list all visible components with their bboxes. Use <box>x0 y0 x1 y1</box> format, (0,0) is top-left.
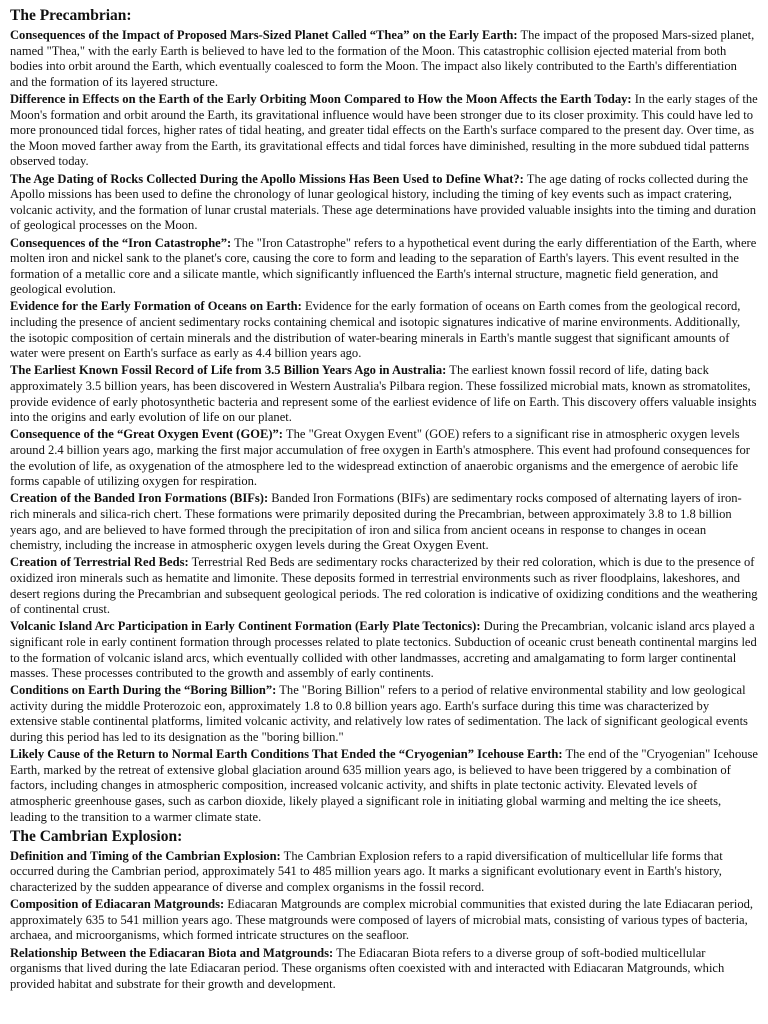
entry-heading: Conditions on Earth During the “Boring Billion”: <box>10 683 277 698</box>
entry-heading: Evidence for the Early Formation of Oceans on Earth: <box>10 299 302 314</box>
entry-apollo-rock-dating <box>10 172 758 234</box>
entry-text: In the early stages of the Moon's formation and orbit around the Earth, its gravitational influence would have been stronger due to its closer proximity. This could have led to more pronounced tidal forces, higher rates of tidal heating, and greater tidal effects on the Earth's surface compared to the present day. Over time, as the Moon moved farther away from the Earth, its gravitational effects and tidal forces have diminished, resulting in the more subdued tidal patterns observed today. <box>10 91 758 169</box>
section-title: The Precambrian: <box>10 7 132 24</box>
entry-banded-iron-formations <box>10 491 758 553</box>
section-cambrian-explosion <box>10 827 758 993</box>
entry-terrestrial-red-beds <box>10 555 758 617</box>
entry-text: The "Iron Catastrophe" refers to a hypothetical event during the early differentiation of the Earth, where molten iron and nickel sank to the planet's core, causing the core to form and leading to the separation of Earth's layers. This event resulted in the formation of a metallic core and a silicate mantle, which significantly influenced the Earth's internal structure, magnetic field generation, and geological evolution. <box>10 235 757 297</box>
entry-text: The impact of the proposed Mars-sized planet, named "Thea," with the early Earth is believed to have led to the formation of the Moon. This catastrophic collision ejected material from both bodies into orbit around the Earth, which eventually coalesced to form the Moon. The impact also likely contributed to the Earth's differentiation and the formation of its layered structure. <box>10 28 755 89</box>
entry-heading: Composition of Ediacaran Matgrounds: <box>10 897 225 912</box>
entry-text: The age dating of rocks collected during the Apollo missions has been used to define the chronology of lunar geological history, including the timing of key events such as impact cratering, volcanic activity, and the formation of lunar crustal materials. These age determinations have provided valuable insights into the timing and duration of geological processes on the Moon. <box>10 171 756 233</box>
entry-cambrian-definition <box>10 849 758 896</box>
entry-cryogenian-end <box>10 747 758 825</box>
entry-ediacaran-matgrounds <box>10 897 758 944</box>
entry-heading: Difference in Effects on the Earth of the Early Orbiting Moon Compared to How the Moon Affects the Earth Today: <box>10 91 632 106</box>
entry-heading: The Age Dating of Rocks Collected During the Apollo Missions Has Been Used to Define What?: <box>10 171 524 186</box>
entry-text: The end of the "Cryogenian" Icehouse Earth, marked by the retreat of extensive global glaciation around 635 million years ago, is believed to have been triggered by a combination of factors, including changes in atmospheric composition, increased volcanic activity, and shifts in plate tectonic activity. Elevated levels of atmospheric greenhouse gases, such as carbon dioxide, likely played a significant role in initiating global warming and melting the ice sheets, leading to the transition to a warmer climate state. <box>10 747 758 824</box>
entry-boring-billion <box>10 683 758 745</box>
entry-heading: The Earliest Known Fossil Record of Life from 3.5 Billion Years Ago in Australia: <box>10 363 447 378</box>
entry-heading: Likely Cause of the Return to Normal Earth Conditions That Ended the “Cryogenian” Icehouse Earth: <box>10 747 563 762</box>
entry-text: The "Great Oxygen Event" (GOE) refers to a significant rise in atmospheric oxygen levels around 2.4 billion years ago, marking the first major accumulation of free oxygen in Earth's atmosphere. This event had profound consequences for the evolution of life, as oxygenation of the atmosphere led to the widespread extinction of anaerobic organisms and the emergence of aerobic life forms capable of utilizing oxygen for respiration. <box>10 427 750 489</box>
entry-heading: Consequence of the “Great Oxygen Event (GOE)”: <box>10 427 283 442</box>
entry-heading: Creation of Terrestrial Red Beds: <box>10 555 189 570</box>
entry-great-oxygen-event <box>10 427 758 489</box>
entry-early-oceans <box>10 299 758 361</box>
section-title: The Cambrian Explosion: <box>10 827 183 845</box>
entry-heading: Creation of the Banded Iron Formations (BIFs): <box>10 491 269 506</box>
entry-text: Banded Iron Formations (BIFs) are sedimentary rocks composed of alternating layers of iron-rich minerals and silica-rich chert. These formations were primarily deposited during the Precambrian, between approximately 3.8 to 1.8 billion years ago, and are believed to have formed through the precipitation of iron and silica from ancient oceans in response to changes in ocean chemistry, including the increase in atmospheric oxygen levels during the Great Oxygen Event. <box>10 491 742 553</box>
entry-text: Ediacaran Matgrounds are complex microbial communities that existed during the late Ediacaran period, approximately 635 to 541 million years ago. These matgrounds were composed of layers of microbial mats, consisting of various types of bacteria, archaea, and microorganisms, which formed intricate structures on the seafloor. <box>10 897 754 943</box>
entry-text: The "Boring Billion" refers to a period of relative environmental stability and low geological activity during the middle Proterozoic eon, approximately 1.8 to 0.8 billion years ago. Earth's surface during this time was characterized by extensive stable continental platforms, limited volcanic activity, and relatively low rates of sedimentation. The lack of significant geological events during this period has led to its designation as the "boring billion." <box>10 683 748 745</box>
entry-heading: Definition and Timing of the Cambrian Explosion: <box>10 848 281 863</box>
entry-earliest-fossil-record <box>10 363 758 425</box>
entry-volcanic-island-arcs <box>10 619 758 681</box>
entry-text: The earliest known fossil record of life, dating back approximately 3.5 billion years, has been discovered in Western Australia's Pilbara region. These fossilized microbial mats, known as stromatolites, provide evidence of early photosynthetic bacteria and represent some of the earliest evidence of life on Earth. This discovery offers valuable insights into the origins and early evolution of life on our planet. <box>10 363 757 425</box>
entry-early-moon-effects <box>10 92 758 170</box>
entry-iron-catastrophe <box>10 236 758 298</box>
entry-thea-impact <box>10 28 758 90</box>
entry-text: Evidence for the early formation of oceans on Earth comes from the geological record, including the presence of ancient sedimentary rocks containing chemical and isotopic signatures indicative of marine environments. Additionally, the isotopic composition of certain minerals and the distribution of water-bearing minerals in Earth's mantle suggest that significant amounts of water were present on Earth's surface as early as 4.4 billion years ago. <box>10 299 741 361</box>
entry-heading: Consequences of the “Iron Catastrophe”: <box>10 235 232 250</box>
entry-ediacaran-biota-matgrounds <box>10 946 758 993</box>
entry-text: The Ediacaran Biota refers to a diverse group of soft-bodied multicellular organisms that lived during the late Ediacaran period. These organisms often coexisted with and interacted with Ediacaran Matgrounds, which provided habitat and substrate for their growth and development. <box>10 945 725 991</box>
entry-text: The Cambrian Explosion refers to a rapid diversification of multicellular life forms that occurred during the Cambrian period, approximately 541 to 485 million years ago. It marks a significant evolutionary event in Earth's history, characterized by the sudden appearance of diverse and complex organisms in the fossil record. <box>10 848 723 894</box>
entry-heading: Volcanic Island Arc Participation in Early Continent Formation (Early Plate Tectonics): <box>10 619 481 634</box>
entry-heading: Relationship Between the Ediacaran Biota and Matgrounds: <box>10 945 334 960</box>
section-precambrian <box>10 6 758 825</box>
entry-heading: Consequences of the Impact of Proposed Mars-Sized Planet Called “Thea” on the Early Earth: <box>10 28 518 42</box>
entry-text: Terrestrial Red Beds are sedimentary rocks characterized by their red coloration, which is due to the presence of oxidized iron minerals such as hematite and limonite. These deposits formed in terrestrial environments such as river floodplains, lakeshores, and desert regions during the Precambrian and subsequent geological periods. The red coloration is indicative of oxidizing conditions and the weathering of continental crust. <box>10 555 758 617</box>
entry-text: During the Precambrian, volcanic island arcs played a significant role in early continent formation through processes related to plate tectonics. Subduction of oceanic crust beneath continental margins led to the formation of volcanic island arcs, which eventually collided with other landmasses, accreting and amalgamating to form larger continental masses. These processes contributed to the growth and assembly of early continents. <box>10 619 757 681</box>
